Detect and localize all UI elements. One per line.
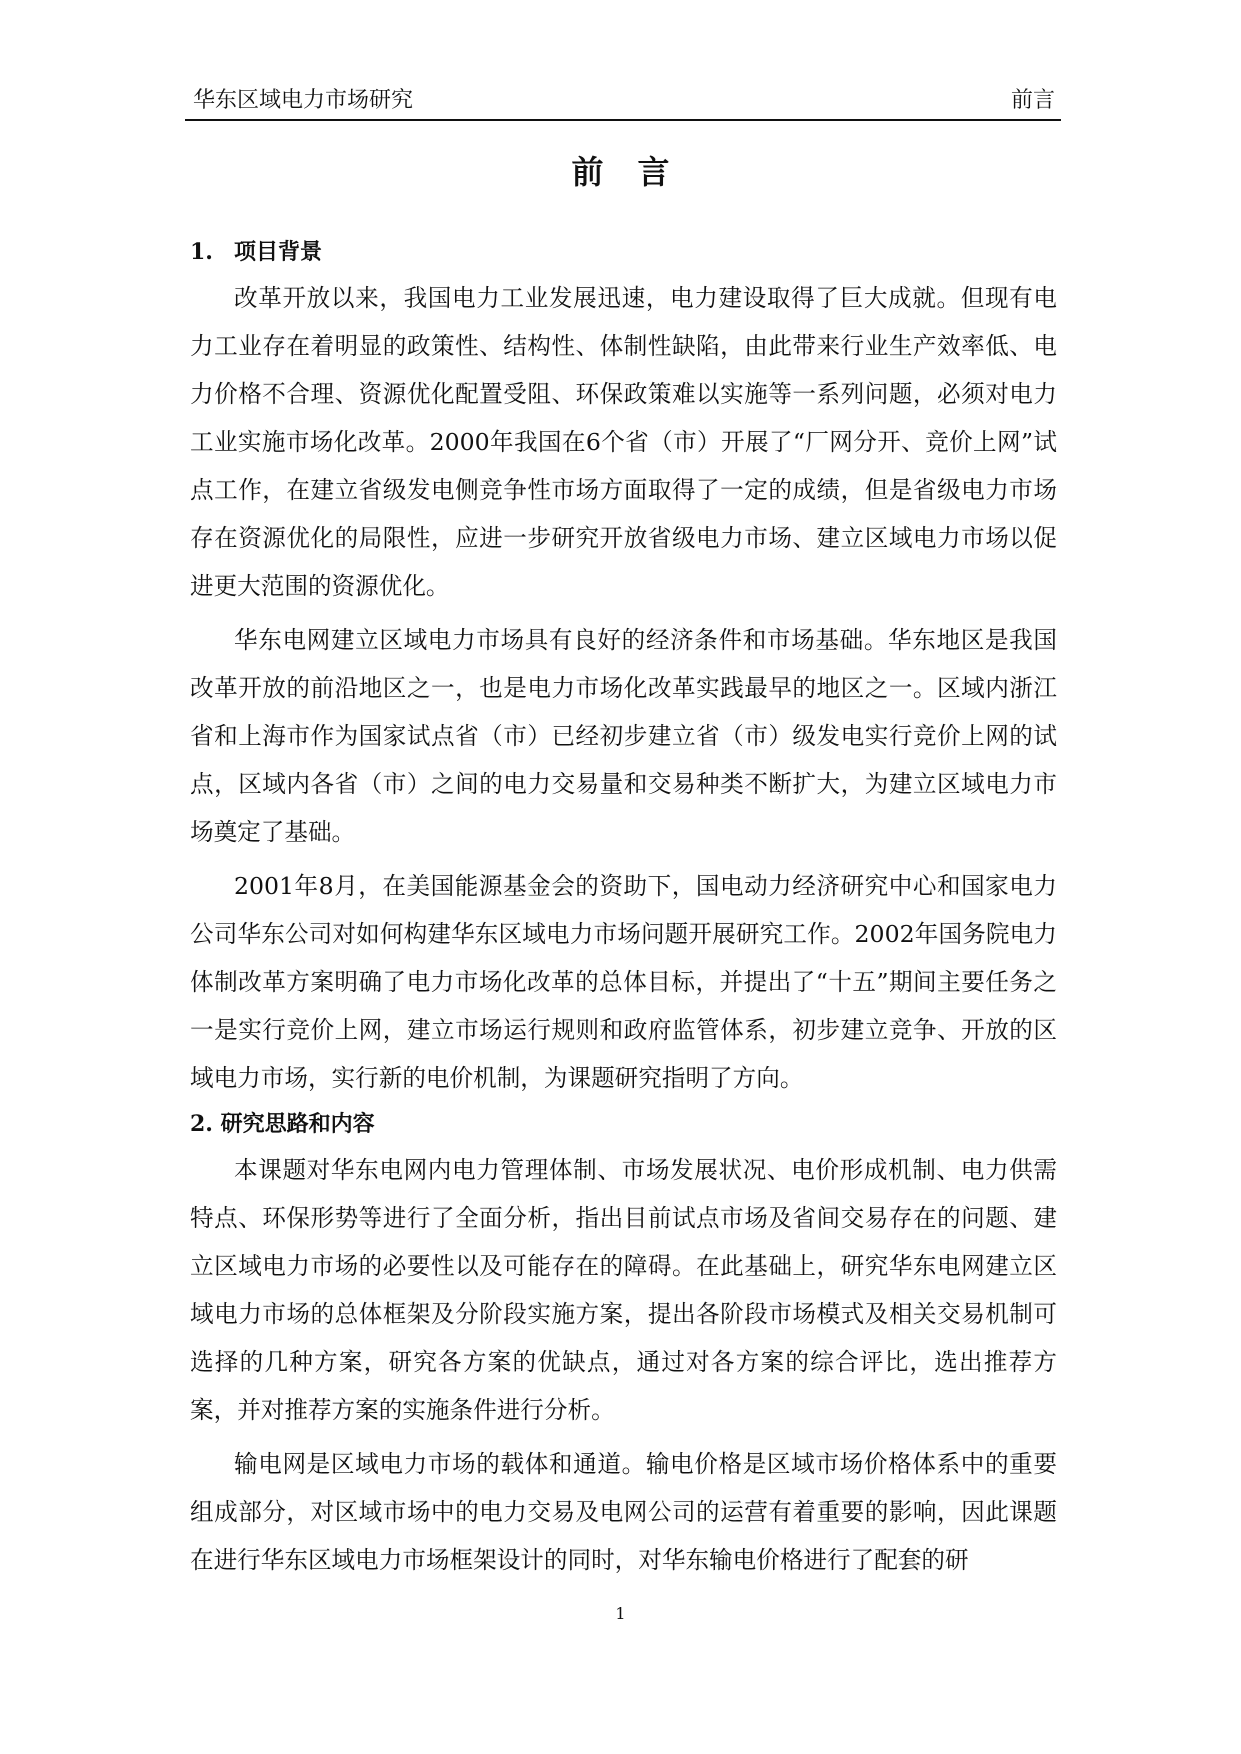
paragraph: 2001年8月，在美国能源基金会的资助下，国电动力经济研究中心和国家电力公司华东公司对如何构建华东区域电力市场问题开展研究工作。2002年国务院电力体制改革方案明确了电力市场化改革的总体目标，并提出了“十五”期间主要任务之一是实行竞价上网，建立市场运行规则和政府监管体系，初步建立竞争、开放的区域电力市场，实行新的电价机制，为课题研究指明了方向。 <box>190 872 1057 1092</box>
section-heading-text: 项目背景 <box>234 239 323 265</box>
section-number: 2. <box>190 1111 213 1137</box>
paragraph: 改革开放以来，我国电力工业发展迅速，电力建设取得了巨大成就。但现有电力工业存在着明显的政策性、结构性、体制性缺陷，由此带来行业生产效率低、电力价格不合理、资源优化配置受阻、环保政策难以实施等一系列问题，必须对电力工业实施市场化改革。2000年我国在6个省（市）开展了“厂网分开、竞价上网”试点工作，在建立省级发电侧竞争性市场方面取得了一定的成绩，但是省级电力市场存在资源优化的局限性，应进一步研究开放省级电力市场、建立区域电力市场以促进更大范围的资源优化。 <box>190 284 1057 600</box>
page-title: 前言 <box>571 153 704 191</box>
section-heading-text: 研究思路和内容 <box>220 1111 375 1137</box>
paragraph: 华东电网建立区域电力市场具有良好的经济条件和市场基础。华东地区是我国改革开放的前沿地区之一，也是电力市场化改革实践最早的地区之一。区域内浙江省和上海市作为国家试点省（市）已经初步建立省（市）级发电实行竞价上网的试点，区域内各省（市）之间的电力交易量和交易种类不断扩大，为建立区域电力市场奠定了基础。 <box>190 626 1057 846</box>
page-number: 1 <box>615 1604 626 1623</box>
paragraph: 本课题对华东电网内电力管理体制、市场发展状况、电价形成机制、电力供需特点、环保形势等进行了全面分析，指出目前试点市场及省间交易存在的问题、建立区域电力市场的必要性以及可能存在的障碍。在此基础上，研究华东电网建立区域电力市场的总体框架及分阶段实施方案，提出各阶段市场模式及相关交易机制可选择的几种方案，研究各方案的优缺点，通过对各方案的综合评比，选出推荐方案，并对推荐方案的实施条件进行分析。 <box>190 1156 1057 1424</box>
document-body <box>190 230 1057 1584</box>
section-heading-approach <box>190 1102 1057 1146</box>
running-header <box>185 86 1061 121</box>
section-number: 1. <box>190 239 213 265</box>
paragraph: 输电网是区域电力市场的载体和通道。输电价格是区域市场价格体系中的重要组成部分，对区域市场中的电力交易及电网公司的运营有着重要的影响，因此课题在进行华东区域电力市场框架设计的同时，对华东输电价格进行了配套的研 <box>190 1450 1057 1574</box>
section-heading-background <box>190 230 1057 274</box>
header-document-title: 华东区域电力市场研究 <box>193 88 414 113</box>
header-section-name: 前言 <box>1010 88 1055 113</box>
